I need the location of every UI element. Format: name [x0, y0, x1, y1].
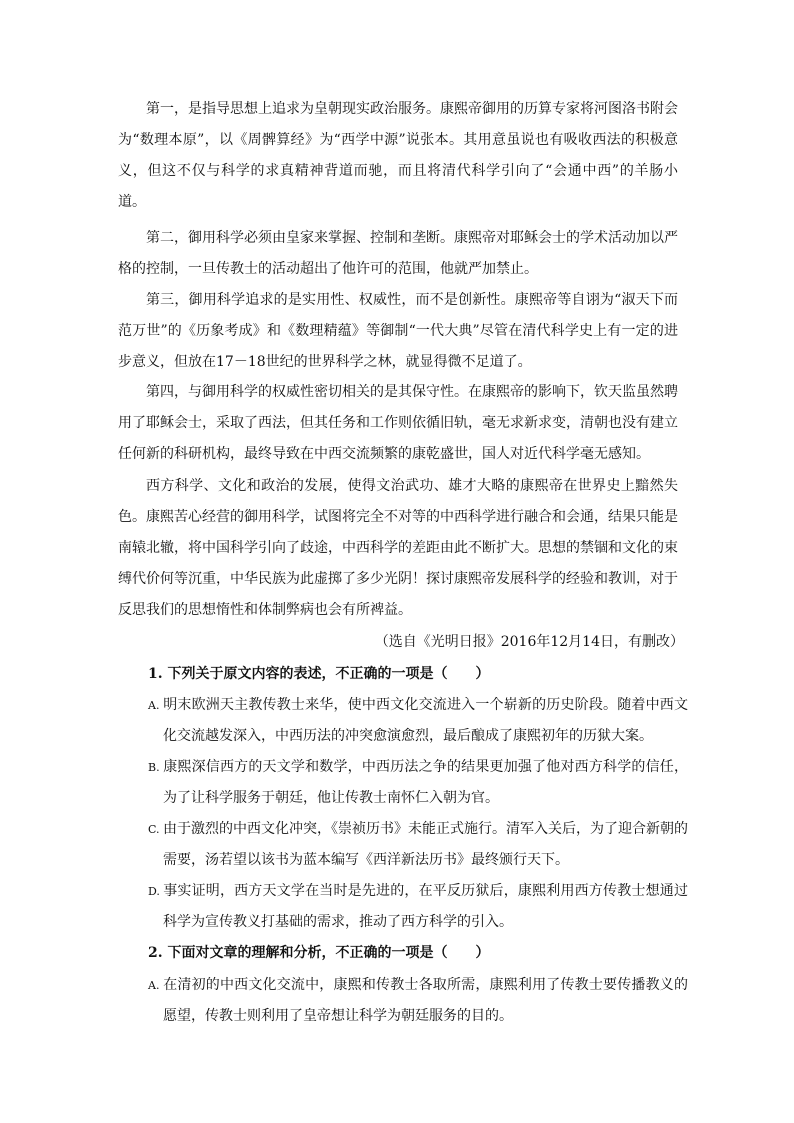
option-text: 康熙深信西方的天文学和数学，中西历法之争的结果更加强了他对西方科学的信任，为了让科学服务于朝廷，他让传教士南怀仁入朝为官。 — [163, 759, 688, 806]
article-source: （选自《光明日报》2016年12月14日，有删改） — [374, 634, 684, 650]
option-letter: A. — [148, 979, 160, 992]
question-2-stem: 2. 下面对文章的理解和分析，不正确的一项是（ ） — [148, 945, 490, 961]
article-paragraph-4: 第四，与御用科学的权威性密切相关的是其保守性。在康熙帝的影响下，钦天监虽然聘用了耶稣会士，采取了西法，但其任务和工作则依循旧轨，毫无求新求变，清朝也没有建立任何新的科研机构，最终导致在中西交流频繁的康乾盛世，国人对近代科学毫无感知。 — [118, 384, 678, 462]
article-paragraph-5: 西方科学、文化和政治的发展，使得文治武功、雄才大略的康熙帝在世界史上黯然失色。康熙苦心经营的御用科学，试图将完全不对等的中西科学进行融合和会通，结果只能是南辕北辙，将中国科学引向了歧途，中西科学的差距由此不断扩大。思想的禁锢和文化的束缚代价何等沉重，中华民族为此虚掷了多少光阴！探讨康熙帝发展科学的经验和教训，对于反思我们的思想惰性和体制弊病也会有所裨益。 — [118, 478, 678, 618]
question-1-option-d — [148, 876, 688, 938]
option-letter: D. — [148, 885, 160, 898]
option-letter: C. — [148, 823, 160, 836]
article-paragraph-3: 第三，御用科学追求的是实用性、权威性，而不是创新性。康熙帝等自诩为“淑天下而范万世”的《历象考成》和《数理精蕴》等御制“一代大典”尽管在清代科学史上有一定的进步意义，但放在17－18世纪的世界科学之林，就显得微不足道了。 — [118, 292, 678, 370]
option-text: 明末欧洲天主教传教士来华，使中西文化交流进入一个崭新的历史阶段。随着中西文化交流越发深入，中西历法的冲突愈演愈烈，最后酿成了康熙初年的历狱大案。 — [163, 697, 688, 744]
article-paragraph-2: 第二，御用科学必须由皇家来掌握、控制和垄断。康熙帝对耶稣会士的学术活动加以严格的控制，一旦传教士的活动超出了他许可的范围，他就严加禁止。 — [118, 230, 678, 277]
article-paragraph-1: 第一，是指导思想上追求为皇朝现实政治服务。康熙帝御用的历算专家将河图洛书附会为“数理本原”，以《周髀算经》为“西学中源”说张本。其用意虽说也有吸收西法的积极意义，但这不仅与科学的求真精神背道而驰，而且将清代科学引向了“会通中西”的羊肠小道。 — [118, 101, 678, 210]
question-1-option-c — [148, 814, 688, 876]
question-1-option-a — [148, 690, 688, 752]
option-text: 由于激烈的中西文化冲突，《崇祯历书》未能正式施行。清军入关后，为了迎合新朝的需要，汤若望以该书为蓝本编写《西洋新法历书》最终颁行天下。 — [163, 821, 688, 868]
option-letter: A. — [148, 699, 160, 712]
option-text: 事实证明，西方天文学在当时是先进的，在平反历狱后，康熙利用西方传教士想通过科学为宣传教义打基础的需求，推动了西方科学的引入。 — [163, 883, 688, 930]
option-text: 在清初的中西文化交流中，康熙和传教士各取所需，康熙利用了传教士要传播教义的愿望，传教士则利用了皇帝想让科学为朝廷服务的目的。 — [163, 977, 688, 1024]
option-letter: B. — [148, 761, 160, 774]
question-1-option-b — [148, 752, 688, 814]
question-1-stem: 1. 下列关于原文内容的表述，不正确的一项是（ ） — [148, 666, 490, 682]
question-2-option-a — [148, 970, 688, 1032]
